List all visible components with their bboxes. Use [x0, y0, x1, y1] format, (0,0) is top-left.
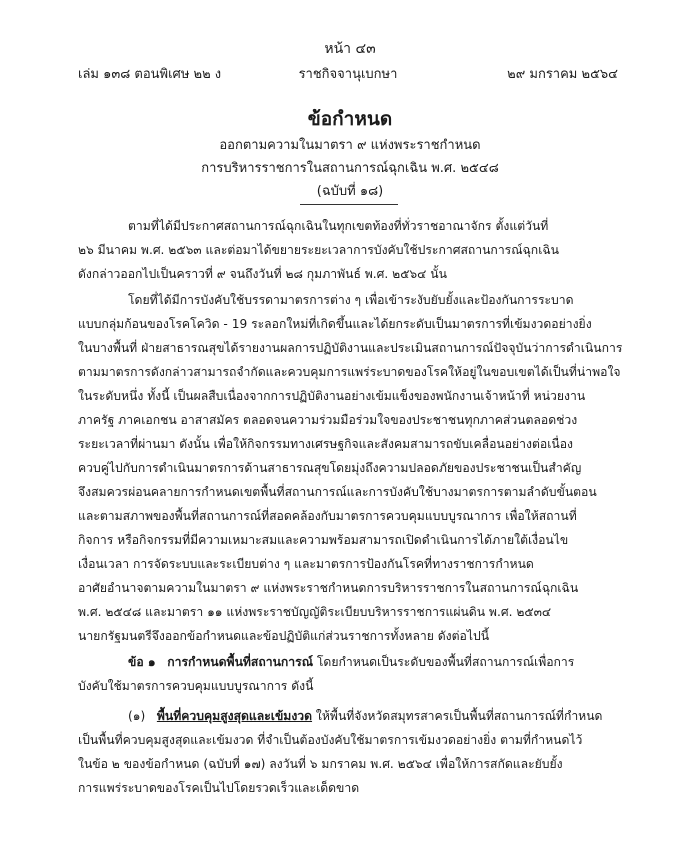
paragraph-line: แบบกลุ่มก้อนของโรคโควิด - 19 ระลอกใหม่ที่เกิดขึ้นและได้ยกระดับเป็นมาตรการที่เข้มงวดอย่างยิ่ง	[78, 317, 592, 331]
title-divider	[300, 204, 398, 205]
document-subtitle-1: ออกตามความในมาตรา ๙ แห่งพระราชกำหนด	[219, 138, 481, 153]
document-subtitle-2: การบริหารราชการในสถานการณ์ฉุกเฉิน พ.ศ. ๒๕๔๘	[201, 161, 499, 176]
paragraph-line: ตามมาตรการดังกล่าวสามารถจำกัดและควบคุมการแพร่ระบาดของโรคให้อยู่ในขอบเขตได้เป็นที่น่าพอใจ	[78, 365, 621, 379]
paragraph-line: โดยที่ได้มีการบังคับใช้บรรดามาตรการต่าง ๆ เพื่อเข้าระงับยับยั้งและป้องกันการระบาด	[128, 293, 574, 307]
item-text: ให้พื้นที่จังหวัดสมุทรสาครเป็นพื้นที่สถานการณ์ที่กำหนด	[312, 709, 603, 723]
paragraph-line: อาศัยอำนาจตามความในมาตรา ๙ แห่งพระราชกำหนดการบริหารราชการในสถานการณ์ฉุกเฉิน	[78, 581, 579, 595]
clause-heading: การกำหนดพื้นที่สถานการณ์	[167, 655, 314, 669]
item-heading: พื้นที่ควบคุมสูงสุดและเข้มงวด	[156, 709, 313, 723]
paragraph-line: ภาครัฐ ภาคเอกชน อาสาสมัคร ตลอดจนความร่วมมือร่วมใจของประชาชนทุกภาคส่วนตลอดช่วง	[78, 413, 578, 427]
paragraph-line: เป็นพื้นที่ควบคุมสูงสุดและเข้มงวด ที่จำเป็นต้องบังคับใช้มาตรการเข้มงวดอย่างยิ่ง ตามที่กำหนดไว้	[78, 733, 583, 747]
page-number: หน้า ๔๓	[324, 41, 376, 57]
document-edition: (ฉบับที่ ๑๘)	[316, 184, 384, 199]
paragraph-line: พ.ศ. ๒๕๔๘ และมาตรา ๑๑ แห่งพระราชบัญญัติระเบียบบริหารราชการแผ่นดิน พ.ศ. ๒๕๓๔	[78, 605, 552, 619]
paragraph-line: การแพร่ระบาดของโรคเป็นไปโดยรวดเร็วและเด็ดขาด	[78, 781, 360, 795]
paragraph-line: ดังกล่าวออกไปเป็นคราวที่ ๙ จนถึงวันที่ ๒๘ กุมภาพันธ์ พ.ศ. ๒๕๖๔ นั้น	[78, 267, 447, 281]
paragraph-line: ในระดับหนึ่ง ทั้งนี้ เป็นผลสืบเนื่องจากการปฏิบัติงานอย่างเข้มแข็งของพนักงานเจ้าหน้าที่ หน่วยงาน	[78, 389, 586, 403]
clause-1-line	[128, 650, 626, 674]
paragraph-line: บังคับใช้มาตรการควบคุมแบบบูรณาการ ดังนี้	[78, 679, 314, 693]
clause-number: ข้อ ๑	[128, 655, 156, 669]
volume-info: เล่ม ๑๓๘ ตอนพิเศษ ๒๒ ง	[78, 67, 222, 82]
paragraph-line: กิจการ หรือกิจกรรมที่มีความเหมาะสมและความพร้อมสามารถเปิดดำเนินการได้ภายใต้เงื่อนไข	[78, 533, 569, 547]
paragraph-line: จึงสมควรผ่อนคลายการกำหนดเขตพื้นที่สถานการณ์และการบังคับใช้บางมาตรการตามลำดับขั้นตอน	[78, 485, 597, 499]
item-1-line	[128, 704, 626, 728]
running-header	[78, 63, 618, 83]
paragraph-line: ในข้อ ๒ ของข้อกำหนด (ฉบับที่ ๑๗) ลงวันที่ ๖ มกราคม พ.ศ. ๒๕๖๔ เพื่อให้การสกัดและยับยั้ง	[78, 757, 563, 771]
paragraph-line: และตามสภาพของพื้นที่สถานการณ์ที่สอดคล้องกับมาตรการควบคุมแบบบูรณาการ เพื่อให้สถานที่	[78, 509, 577, 523]
paragraph-line: ๒๖ มีนาคม พ.ศ. ๒๕๖๓ และต่อมาได้ขยายระยะเวลาการบังคับใช้ประกาศสถานการณ์ฉุกเฉิน	[78, 243, 559, 257]
paragraph-line: นายกรัฐมนตรีจึงออกข้อกำหนดและข้อปฏิบัติแก่ส่วนราชการทั้งหลาย ดังต่อไปนี้	[78, 629, 490, 643]
clause-text: โดยกำหนดเป็นระดับของพื้นที่สถานการณ์เพื่อการ	[313, 655, 575, 669]
item-number: (๑)	[128, 709, 146, 723]
paragraph-line: ระยะเวลาที่ผ่านมา ดังนั้น เพื่อให้กิจกรรมทางเศรษฐกิจและสังคมสามารถขับเคลื่อนอย่างต่อเนื่อง	[78, 437, 573, 451]
publication-date: ๒๙ มกราคม ๒๕๖๔	[507, 67, 618, 82]
paragraph-line: ตามที่ได้มีประกาศสถานการณ์ฉุกเฉินในทุกเขตท้องที่ทั่วราชอาณาจักร ตั้งแต่วันที่	[128, 219, 549, 233]
document-title: ข้อกำหนด	[307, 108, 393, 130]
paragraph-line: เงื่อนเวลา การจัดระบบและระเบียบต่าง ๆ และมาตรการป้องกันโรคที่ทางราชการกำหนด	[78, 557, 534, 571]
paragraph-line: ควบคู่ไปกับการดำเนินมาตรการด้านสาธารณสุขโดยมุ่งถึงความปลอดภัยของประชาชนเป็นสำคัญ	[78, 461, 582, 475]
publication-name: ราชกิจจานุเบกษา	[298, 67, 398, 82]
paragraph-line: ในบางพื้นที่ ฝ่ายสาธารณสุขได้รายงานผลการปฏิบัติงานและประเมินสถานการณ์ปัจจุบันว่าการดำเนินการ	[78, 341, 623, 355]
